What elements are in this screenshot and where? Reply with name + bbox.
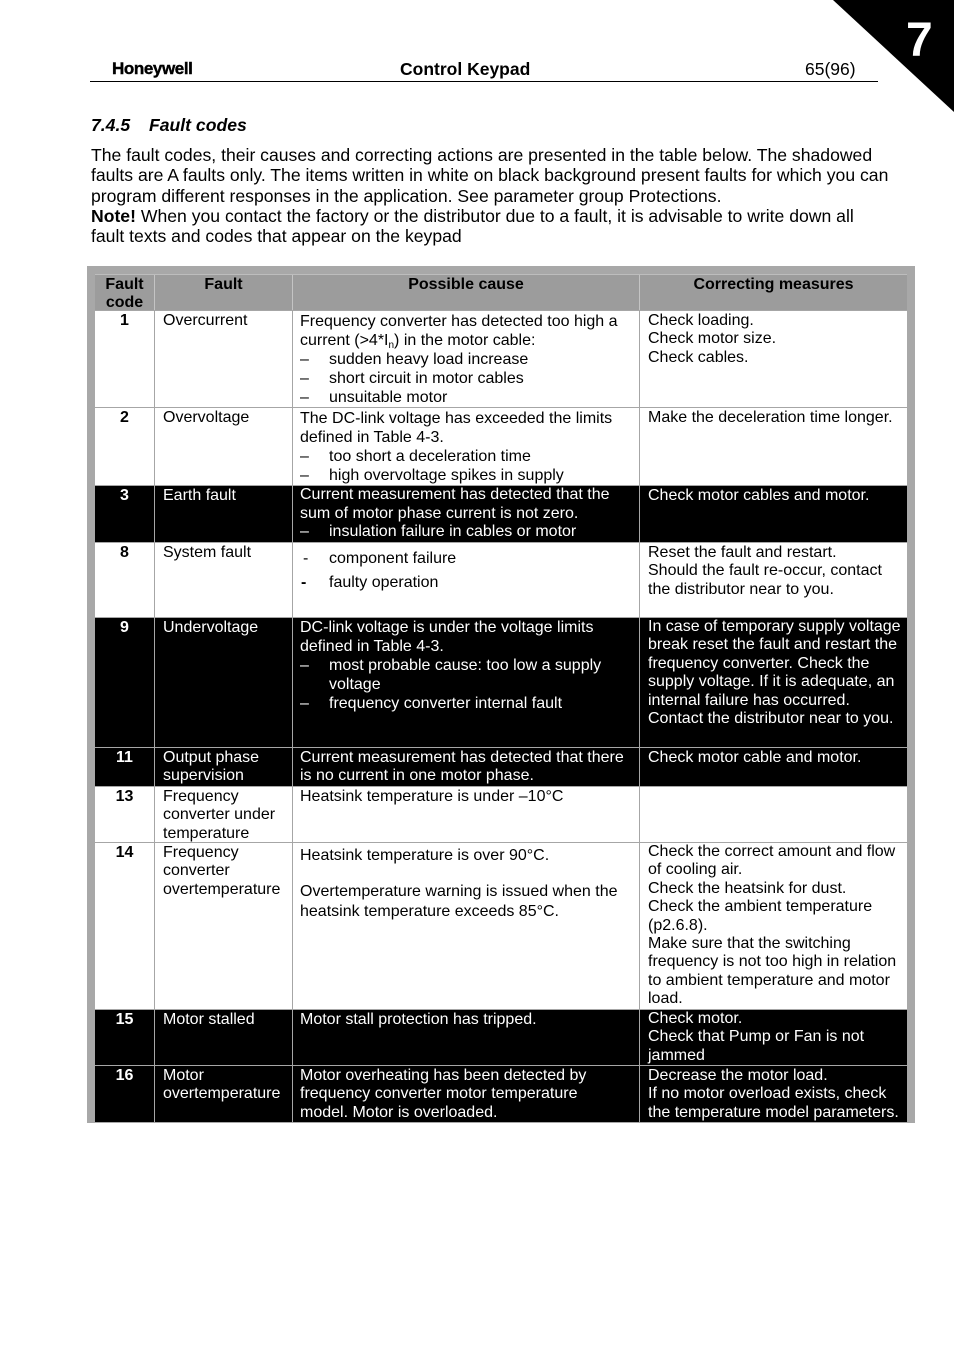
fault-code: 11 — [116, 749, 133, 766]
cause-item: – insulation failure in cables or motor — [300, 523, 627, 542]
cause-item: – sudden heavy load increase — [300, 350, 627, 369]
correcting-measures — [639, 311, 907, 407]
fault-code: 14 — [115, 844, 134, 861]
possible-cause — [292, 486, 639, 542]
header-fault: Fault — [154, 275, 292, 310]
measure-line: In case of temporary supply voltage break reset the fault and restart the frequency converter. Check the supply voltage. If it is adequate, an internal failure has occurred. Contact the distributor near to you. — [648, 618, 901, 728]
section-title: Fault codes — [149, 115, 247, 135]
measure-line: Check motor size. — [648, 330, 777, 348]
table-row — [95, 1010, 907, 1066]
possible-cause — [292, 311, 639, 407]
measure-line: Check the ambient temperature (p2.6.8). — [648, 898, 873, 934]
fault-code: 15 — [115, 1011, 134, 1028]
measure-line: Make the deceleration time longer. — [648, 409, 893, 426]
possible-cause — [292, 408, 639, 485]
running-title: Control Keypad — [400, 59, 531, 79]
measure-line: Make sure that the switching frequency is not too high in relation to ambient temperature and motor load. — [648, 935, 897, 1008]
measure-line: Reset the fault and restart. — [648, 544, 837, 561]
possible-cause — [292, 543, 639, 617]
fault-code: 9 — [120, 619, 129, 636]
possible-cause — [292, 787, 639, 842]
intro-paragraph: The fault codes, their causes and correcting actions are presented in the table below. The shadowed faults are A faults only. The items written in white on black background present faults for which you can program different responses in the application. See parameter group Protections. — [91, 145, 889, 206]
table-row — [95, 1066, 907, 1123]
table-row — [95, 486, 907, 543]
measure-line: Check cables. — [648, 348, 749, 366]
fault-name: Overvoltage — [154, 408, 292, 485]
fault-name: Frequency converter overtemperature — [154, 843, 292, 1009]
fault-name: Earth fault — [154, 486, 292, 542]
measure-line: Check the heatsink for dust. — [648, 879, 847, 897]
possible-cause — [292, 1010, 639, 1065]
correcting-measures — [639, 408, 907, 485]
cause-subscript: n — [388, 340, 395, 351]
fault-name: System fault — [154, 543, 292, 617]
measure-line: Check motor. — [648, 1010, 743, 1027]
table-row — [95, 748, 907, 787]
cause-text: Motor stall protection has tripped. — [300, 1011, 537, 1028]
section-heading — [91, 115, 391, 135]
cause-item: - component failure — [300, 550, 627, 569]
correcting-measures — [639, 843, 907, 1009]
fault-name: Overcurrent — [154, 311, 292, 407]
measure-line: Check motor cables and motor. — [648, 487, 870, 504]
cause-item: – high overvoltage spikes in supply — [300, 466, 627, 485]
cause-paragraph: Heatsink temperature is over 90°C. — [300, 847, 550, 864]
header-correcting-measures: Correcting measures — [639, 275, 907, 310]
cause-item: – too short a deceleration time — [300, 447, 627, 466]
cause-text: The DC-link voltage has exceeded the limits defined in Table 4-3. — [300, 410, 613, 446]
cause-text-part: ) in the motor cable: — [394, 332, 536, 349]
measure-line: Check motor cable and motor. — [648, 749, 862, 766]
table-row — [95, 787, 907, 843]
possible-cause — [292, 618, 639, 747]
cause-text: DC-link voltage is under the voltage limits defined in Table 4-3. — [300, 619, 594, 655]
table-row — [95, 618, 907, 748]
table-row — [95, 843, 907, 1010]
measure-line: Should the fault re-occur, contact the distributor near to you. — [648, 562, 882, 598]
table-header-row — [95, 274, 907, 311]
fault-name: Motor overtemperature — [154, 1066, 292, 1122]
section-number: 7.4.5 — [91, 115, 131, 135]
correcting-measures — [639, 1066, 907, 1122]
note-text: When you contact the factory or the distributor due to a fault, it is advisable to write down all fault texts and codes that appear on the keypad — [91, 205, 854, 247]
cause-text — [300, 312, 627, 350]
correcting-measures — [639, 543, 907, 617]
header-fault-code: Fault code — [105, 276, 144, 311]
page-number: 65(96) — [805, 59, 856, 79]
correcting-measures — [639, 1010, 907, 1065]
cause-item: – short circuit in motor cables — [300, 369, 627, 388]
cause-item: - faulty operation — [300, 574, 627, 593]
fault-name: Undervoltage — [154, 618, 292, 747]
measure-line: If no motor overload exists, check the temperature model parameters. — [648, 1085, 899, 1121]
header-rule — [90, 81, 878, 82]
correcting-measures — [639, 618, 907, 747]
fault-name: Output phase supervision — [154, 748, 292, 786]
fault-name: Motor stalled — [154, 1010, 292, 1065]
cause-text: Heatsink temperature is under –10°C — [300, 788, 564, 805]
fault-code: 8 — [120, 544, 129, 561]
table-row — [95, 408, 907, 486]
fault-code: 2 — [120, 409, 129, 426]
fault-code: 16 — [115, 1067, 134, 1084]
cause-item: – frequency converter internal fault — [300, 694, 627, 713]
measure-line: Check that Pump or Fan is not jammed — [648, 1028, 865, 1064]
correcting-measures — [639, 748, 907, 786]
measure-line: Check loading. — [648, 312, 754, 329]
brand-name: Honeywell — [112, 59, 193, 78]
possible-cause — [292, 748, 639, 786]
measure-line: Decrease the motor load. — [648, 1067, 828, 1084]
note-paragraph — [91, 206, 889, 247]
cause-text: Motor overheating has been detected by frequency converter motor temperature model. Motor is overloaded. — [300, 1067, 587, 1121]
note-label: Note! — [91, 205, 136, 226]
cause-item: – most probable cause: too low a supply voltage — [300, 656, 627, 694]
possible-cause — [292, 1066, 639, 1122]
intro-text — [91, 145, 889, 246]
fault-code: 3 — [120, 487, 129, 504]
cause-paragraph: Overtemperature warning is issued when the heatsink temperature exceeds 85°C. — [300, 883, 618, 920]
fault-code: 1 — [120, 312, 129, 329]
header-possible-cause: Possible cause — [292, 275, 639, 310]
fault-code: 13 — [115, 788, 134, 805]
chapter-tab — [833, 0, 954, 112]
cause-item: – unsuitable motor — [300, 388, 627, 407]
measure-line: Check the correct amount and flow of cooling air. — [648, 843, 896, 879]
fault-name: Frequency converter under temperature — [154, 787, 292, 842]
correcting-measures — [639, 787, 907, 842]
cause-text: Current measurement has detected that the sum of motor phase current is not zero. — [300, 486, 610, 522]
table-row — [95, 311, 907, 408]
table-row — [95, 543, 907, 618]
correcting-measures — [639, 486, 907, 542]
cause-text: Current measurement has detected that there is no current in one motor phase. — [300, 749, 624, 784]
cause-text-part: Frequency converter has detected too high a current (>4*I — [300, 313, 618, 349]
possible-cause — [292, 843, 639, 1009]
chapter-number: 7 — [906, 14, 933, 67]
